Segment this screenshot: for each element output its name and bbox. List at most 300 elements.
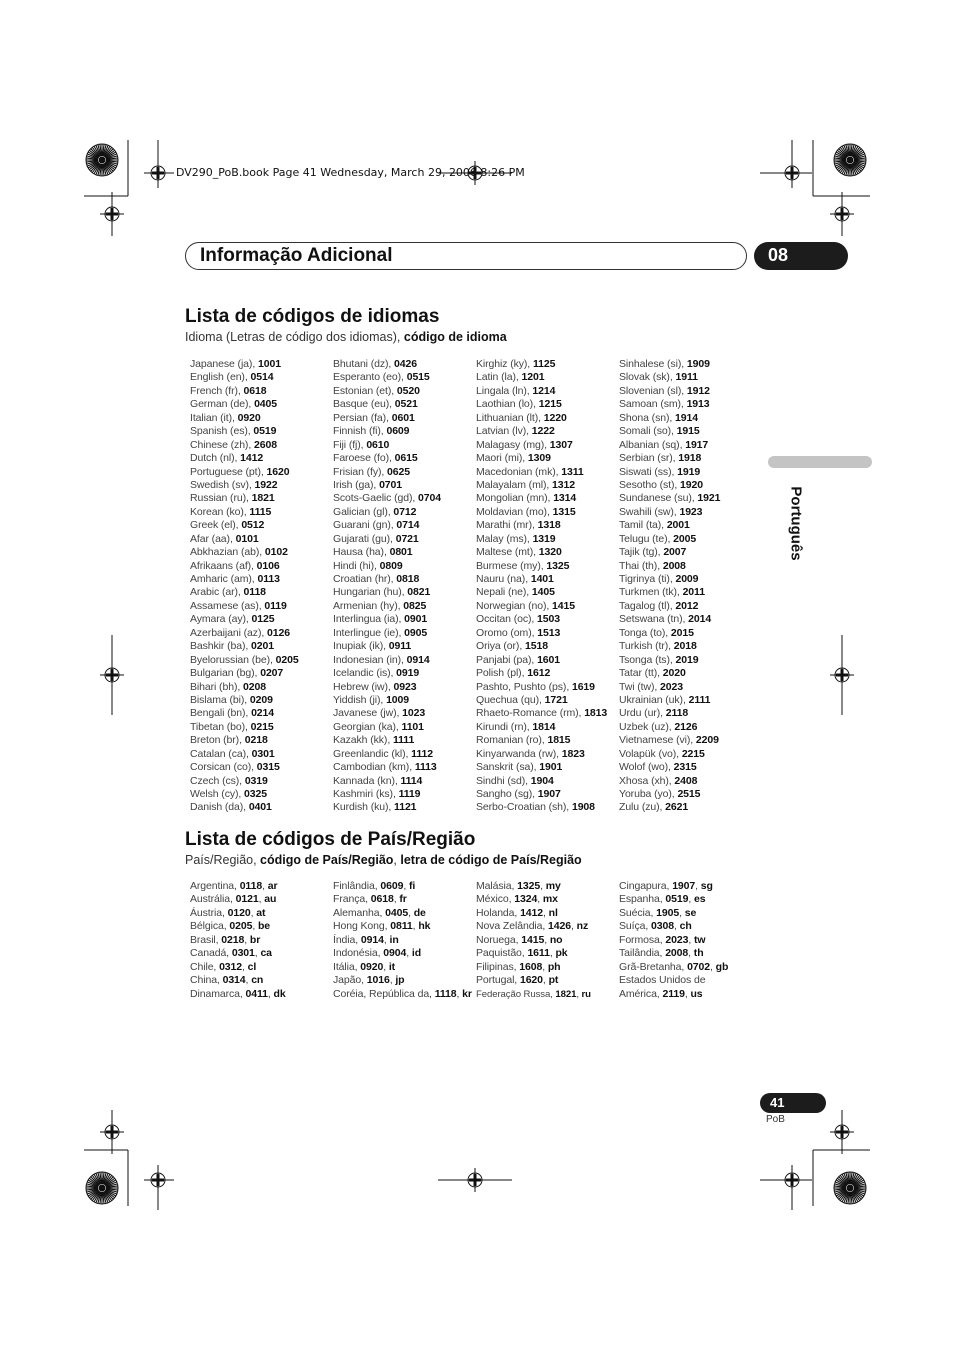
entry-name: Galician (gl), [333,505,394,518]
entry-letters: ch [679,920,692,933]
entry-code: 0209 [249,693,273,706]
entry-code: 1118 [434,987,457,1000]
entry-sep: , [403,880,409,892]
language-tab-marker [768,456,872,468]
entry-code: 1112 [411,747,433,760]
entry-letters: fr [399,893,407,906]
entry-code: 0521 [394,398,418,411]
entry-code: 2001 [666,519,690,532]
entry-name: Sangho (sg), [476,788,538,800]
entry-code: 0825 [403,599,427,612]
list-item [619,560,759,573]
entry-code: 0308 [651,920,674,933]
entry-name: Bulgarian (bg), [190,667,261,680]
entry-code: 1919 [677,465,701,478]
list-item [190,560,330,573]
list-item [476,412,616,425]
entry-name: Hebrew (iw), [333,680,394,693]
entry-name: Latvian (lv), [476,425,532,438]
entry-code: 1101 [401,720,424,733]
entry-code: 2019 [675,653,699,666]
list-item [476,425,616,438]
entry-name: Urdu (ur), [619,707,666,720]
entry-sep: , [542,974,549,987]
list-item [619,613,759,626]
list-item [190,694,330,707]
entry-code: 2621 [665,801,689,814]
list-item [333,947,473,960]
entry-name: Malagasy (mg), [476,438,550,451]
country-column-4 [619,880,759,1001]
entry-code: 1222 [531,425,555,438]
entry-name: Croatian (hr), [333,573,397,585]
list-item [190,573,330,586]
entry-letters: dk [273,987,286,1000]
chapter-title: Informação Adicional [200,245,393,266]
entry-name: Greenlandic (kl), [333,747,412,760]
entry-name: Italian (it), [190,411,238,424]
entry-name: Bihari (bh), [190,680,243,693]
entry-name: Laothian (lo), [476,398,539,411]
list-item [476,667,616,680]
entry-name: Federação Russa, [476,988,556,1000]
entry-name: Finlândia, [333,880,381,892]
entry-name: Frisian (fy), [333,465,388,478]
list-item [333,801,473,814]
list-item [190,479,330,492]
entry-letters: pt [548,974,559,987]
list-item [476,479,616,492]
entry-name: Persian (fa), [333,411,392,424]
entry-code: 0919 [396,667,420,680]
entry-code: 1318 [537,519,561,532]
list-item [333,880,473,893]
list-item [619,654,759,667]
entry-code: 1220 [543,411,567,424]
entry-name: Korean (ko), [190,505,250,518]
entry-code: 2126 [674,720,698,733]
entry-letters: be [257,920,271,933]
entry-name: Breton (br), [190,734,245,747]
entry-name: Bislama (bi), [190,693,250,706]
list-item [333,452,473,465]
entry-code: 1311 [561,465,584,478]
entry-code: 0920 [360,960,384,973]
entry-name: Malásia, [476,880,518,892]
list-item [333,734,473,747]
language-column-1 [190,358,330,815]
entry-code: 0205 [275,653,299,666]
list-item [476,681,616,694]
entry-name: Hungarian (hu), [333,586,408,599]
list-item [333,974,473,987]
entry-code: 0904 [383,947,407,960]
list-item [333,466,473,479]
list-item [190,600,330,613]
entry-code: 0601 [391,411,415,424]
entry-letters: hk [418,920,431,933]
entry-name: Canadá, [190,947,232,960]
list-item [333,934,473,947]
entry-name: French (fr), [190,384,244,397]
entry-code: 2014 [688,613,712,626]
list-item [619,801,759,814]
entry-sep: , [540,880,546,892]
entry-name: Basque (eu), [333,398,395,411]
entry-name: Corsican (co), [190,761,257,774]
list-item [476,358,616,371]
list-item [190,385,330,398]
entry-name: Espanha, [619,893,666,906]
list-item [190,893,330,906]
entry-code: 1426 [548,920,572,933]
list-item [333,560,473,573]
list-item [476,947,616,960]
entry-code: 1915 [676,425,700,438]
entry-name: Kirghiz (ky), [476,358,533,370]
entry-letters: ph [547,960,561,973]
entry-name: Hausa (ha), [333,546,390,559]
list-item [619,640,759,653]
entry-name: Coréia, República da, [333,987,435,1000]
entry-name: América, [619,987,663,1000]
entry-sep: , [254,947,261,960]
list-item [333,586,473,599]
entry-name: Malayalam (ml), [476,478,552,491]
list-item [619,961,759,974]
list-item [333,920,473,933]
language-label-text: Português [787,486,805,561]
entry-name: Afar (aa), [190,532,236,545]
chapter-header-bar [185,242,747,270]
entry-code: 1611 [527,947,550,960]
subtitle-bold: código de idioma [403,330,507,344]
list-item [190,506,330,519]
entry-code: 0519 [253,425,277,438]
entry-name: Turkmen (tk), [619,586,683,599]
entry-name: Chinese (zh), [190,438,254,451]
entry-code: 1401 [530,573,554,585]
entry-code: 0519 [665,893,689,906]
entry-letters: jp [395,974,405,987]
entry-sep: , [688,893,694,906]
entry-name: Sanskrit (sa), [476,761,540,774]
entry-name: Guarani (gn), [333,519,397,532]
entry-letters: ca [260,947,272,960]
list-item [476,707,616,720]
entry-code: 0106 [256,559,280,572]
entry-code: 1904 [530,774,554,787]
entry-code: 0301 [251,747,275,760]
list-item [619,988,759,1001]
entry-sep: , [406,947,412,960]
entry-code: 1214 [532,384,556,397]
entry-name: Noruega, [476,933,522,946]
list-item [333,519,473,532]
list-item [619,761,759,774]
list-item [619,573,759,586]
entry-name: Indonésia, [333,947,384,960]
chapter-number: 08 [768,245,789,265]
entry-name: Sindhi (sd), [476,774,531,787]
entry-code: 1324 [514,893,538,906]
list-item [476,627,616,640]
entry-code: 1114 [400,774,423,787]
list-item [476,452,616,465]
list-item [333,640,473,653]
entry-name: Javanese (jw), [333,707,403,720]
entry-name: Gujarati (gu), [333,532,396,545]
entry-letters: fi [408,880,416,892]
entry-code: 2007 [663,546,687,559]
entry-name: Icelandic (is), [333,667,397,680]
country-column-3 [476,880,616,1001]
entry-name: Amharic (am), [190,573,258,585]
entry-code: 2215 [681,747,705,760]
entry-name: Interlingua (ia), [333,613,405,626]
entry-name: Tagalog (tl), [619,599,676,612]
entry-code: 0811 [390,920,413,933]
list-item [476,640,616,653]
list-item [476,775,616,788]
list-item [333,907,473,920]
entry-code: 0514 [250,371,274,384]
entry-name: Occitan (oc), [476,613,538,626]
entry-name: Assamese (as), [190,599,265,612]
entry-name: Tonga (to), [619,626,671,639]
entry-name: Japão, [333,974,367,987]
entry-name: Georgian (ka), [333,720,402,733]
entry-name: Telugu (te), [619,532,674,545]
list-item [333,533,473,546]
list-item [476,371,616,384]
entry-code: 1612 [527,667,551,680]
entry-code: 0312 [219,960,243,973]
list-item [476,907,616,920]
entry-code: 0512 [241,519,265,532]
entry-code: 2118 [665,707,689,720]
list-item [619,920,759,933]
entry-code: 2009 [675,573,699,585]
list-item [476,398,616,411]
list-item [190,398,330,411]
entry-name: Byelorussian (be), [190,653,276,666]
country-codes-title: Lista de códigos de País/Região [185,829,476,850]
entry-sep: , [688,947,694,960]
list-item [190,934,330,947]
entry-name: Pashto, Pushto (ps), [476,680,572,693]
entry-code: 0125 [251,613,275,626]
list-item [619,667,759,680]
entry-code: 1215 [538,398,562,411]
entry-name: Kurdish (ku), [333,801,395,814]
list-item [619,358,759,371]
list-item [619,681,759,694]
entry-name: Swedish (sv), [190,478,255,491]
entry-code: 1814 [532,720,556,733]
list-item [619,775,759,788]
list-item [190,546,330,559]
entry-name: Kannada (kn), [333,774,401,787]
entry-code: 0625 [387,465,410,478]
list-item [333,988,473,1001]
list-item [619,425,759,438]
entry-code: 1201 [521,371,545,384]
entry-name: Chile, [190,960,220,973]
entry-code: 1821 [251,492,275,505]
list-item [619,439,759,452]
list-item [333,371,473,384]
entry-code: 1518 [524,640,548,653]
list-item [190,761,330,774]
entry-name: Tailândia, [619,947,666,960]
entry-name: Rhaeto-Romance (rm), [476,707,585,720]
list-item [190,961,330,974]
entry-code: 1023 [402,707,426,720]
entry-code: 1620 [519,974,543,987]
chapter-number-badge [754,242,848,270]
list-item [333,627,473,640]
entry-code: 1901 [539,761,563,774]
list-item [190,947,330,960]
list-item [476,734,616,747]
entry-code: 0618 [370,893,394,906]
language-codes-title: Lista de códigos de idiomas [185,306,440,327]
entry-code: 0215 [250,720,274,733]
list-item [619,519,759,532]
entry-name: Somali (so), [619,425,677,438]
list-item [619,974,759,987]
entry-code: 0721 [395,532,419,545]
entry-code: 2018 [673,640,697,653]
print-header: DV290_PoB.book Page 41 Wednesday, March 29, 2006 8:26 PM [176,166,525,179]
entry-name: Estonian (et), [333,384,397,397]
entry-code: 2011 [682,586,705,599]
entry-code: 2608 [253,438,277,451]
entry-code: 2015 [670,626,694,639]
list-item [190,627,330,640]
entry-name: Turkish (tr), [619,640,674,653]
list-item [619,788,759,801]
entry-code: 2111 [688,693,711,706]
entry-name: Bélgica, [190,920,230,933]
entry-name: Welsh (cy), [190,788,245,800]
entry-name: Paquistão, [476,947,528,960]
subtitle-bold-2: letra de código de País/Região [400,853,582,867]
entry-code: 1307 [549,438,573,451]
entry-code: 1503 [537,613,560,626]
entry-sep: , [695,880,701,892]
entry-sep: , [383,933,390,946]
entry-sep: , [383,960,389,973]
entry-code: 1908 [571,801,595,814]
entry-code: 0610 [366,438,390,451]
list-item [619,880,759,893]
list-item [333,358,473,371]
entry-sep: , [412,920,419,933]
entry-code: 0704 [418,492,442,505]
entry-letters: kr [462,987,472,1000]
entry-sep: , [571,920,577,933]
entry-code: 2008 [665,947,689,960]
entry-name: Tajik (tg), [619,546,664,559]
list-item [476,385,616,398]
entry-code: 0911 [388,640,412,653]
entry-sep: , [258,893,265,906]
entry-letters: in [389,933,399,946]
entry-name: Esperanto (eo), [333,371,407,384]
entry-sep: , [549,947,556,960]
entry-code: 0914 [360,933,384,946]
entry-sep: , [537,893,543,906]
entry-letters: th [693,947,704,960]
list-item [476,988,616,1001]
entry-letters: br [249,933,261,946]
entry-code: 0714 [396,519,420,532]
entry-code: 0208 [242,680,266,693]
entry-name: Bengali (bn), [190,707,252,720]
list-item [333,721,473,734]
list-item [476,961,616,974]
list-item [619,398,759,411]
entry-name: Twi (tw), [619,680,660,693]
entry-name: Estados Unidos de [619,974,706,987]
entry-name: Fiji (fj), [333,438,367,451]
entry-code: 1319 [532,532,556,545]
list-item [333,573,473,586]
entry-name: Panjabi (pa), [476,653,538,666]
entry-name: Czech (cs), [190,774,245,787]
entry-name: Burmese (my), [476,559,547,572]
entry-name: Ukrainian (uk), [619,693,689,706]
entry-code: 1918 [678,452,702,465]
entry-sep: , [679,906,685,919]
entry-code: 1905 [656,906,680,919]
list-item [619,533,759,546]
entry-name: Armenian (hy), [333,599,404,612]
entry-name: Dutch (nl), [190,452,241,465]
entry-code: 2408 [674,774,698,787]
entry-letters: nz [576,920,589,933]
entry-letters: ru [581,988,591,1000]
entry-name: Greek (el), [190,519,242,532]
entry-letters: no [549,933,563,946]
list-item [333,479,473,492]
entry-code: 0201 [251,640,275,653]
entry-code: 1111 [392,734,415,747]
list-item [333,425,473,438]
entry-name: Holanda, [476,906,521,919]
entry-code: 1815 [547,734,571,747]
list-item [333,748,473,761]
entry-code: 1923 [679,505,703,518]
entry-name: Siswati (ss), [619,465,678,478]
entry-code: 1911 [675,371,698,384]
list-item [333,412,473,425]
list-item [190,920,330,933]
entry-name: Uzbek (uz), [619,720,675,733]
entry-code: 1601 [537,653,561,666]
list-item [333,667,473,680]
entry-code: 0301 [231,947,255,960]
entry-code: 1907 [537,788,561,800]
entry-letters: it [388,960,396,973]
list-item [333,775,473,788]
entry-code: 0702 [687,960,711,973]
entry-name: Serbian (sr), [619,452,679,465]
entry-name: Kashmiri (ks), [333,788,399,800]
list-item [476,974,616,987]
